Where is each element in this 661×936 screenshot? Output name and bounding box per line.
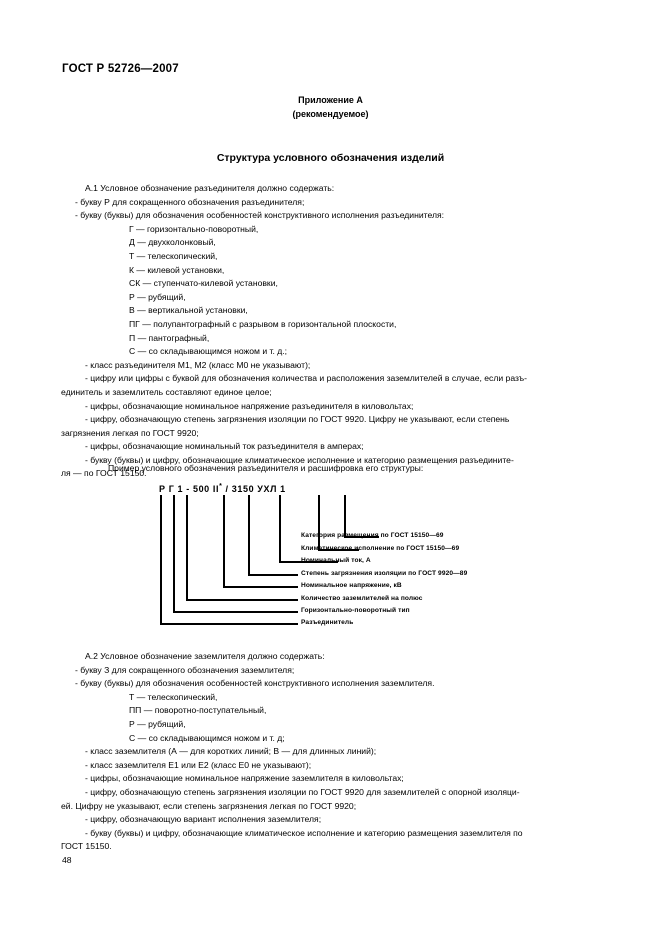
a2-letter-0: Т — телескопический, (129, 691, 218, 702)
a2-tail-7: ГОСТ 15150. (61, 841, 112, 852)
a1-tail-0: - класс разъединителя М1, М2 (класс М0 не указывают); (85, 359, 311, 370)
a1-letter-6: В — вертикальной установки, (129, 305, 248, 316)
a1-letter-0: Г — горизонтально-поворотный, (129, 223, 259, 234)
a2-letter-3: С — со складывающимся ножом и т. д; (129, 732, 285, 743)
diagram-label-placement-category: Категория размещения по ГОСТ 15150—69 (301, 532, 444, 539)
formula-part-climate: УХЛ (257, 484, 278, 494)
page-number: 48 (62, 855, 72, 865)
a1-heading: А.1 Условное обозначение разъединителя должно содержать: (85, 183, 335, 193)
formula-part-design: Г (168, 484, 175, 494)
a1-letter-1: Д — двухколонковый, (129, 237, 216, 248)
a1-tail-8: ля — по ГОСТ 15150. (61, 468, 147, 479)
a2-letter-1: ПП — поворотно-поступательный, (129, 705, 267, 716)
annex-heading-block (0, 93, 661, 121)
section-a2-body (61, 650, 602, 854)
a2-tail-0: - класс заземлителя (А — для коротких линий; В — для длинных линий); (85, 746, 377, 757)
a1-letter-4: СК — ступенчато-килевой установки, (129, 278, 278, 289)
formula-part-type: Р (159, 484, 166, 494)
a2-tail-3: - цифру, обозначающую степень загрязнения изоляции по ГОСТ 9920 для заземлителей с опорной изоляци- (85, 786, 520, 797)
section-a1-body (61, 182, 602, 481)
annex-title: Приложение А (298, 95, 363, 105)
a2-tail-5: - цифру, обозначающую вариант исполнения заземлителя; (85, 814, 322, 825)
formula-part-pollution: II (212, 484, 220, 494)
formula-part-voltage: 500 (192, 484, 210, 494)
a1-letter-7: ПГ — полупантографный с разрывом в горизонтальной плоскости, (129, 318, 397, 329)
diagram-label-pollution-degree: Степень загрязнения изоляции по ГОСТ 9920—89 (301, 570, 468, 577)
a1-letter-2: Т — телескопический, (129, 250, 218, 261)
diagram-label-climate-design: Климатическое исполнение по ГОСТ 15150—69 (301, 545, 460, 552)
a2-tail-2: - цифры, обозначающие номинальное напряжение заземлителя в киловольтах; (85, 773, 404, 784)
diagram-label-rated-current: Номинальный ток, А (301, 557, 371, 564)
a2-tail-1: - класс заземлителя Е1 или Е2 (класс Е0 не указывают); (85, 759, 312, 770)
standard-header: ГОСТ Р 52726—2007 (62, 63, 179, 75)
a1-tail-1: - цифру или цифры с буквой для обозначения количества и расположения заземлителей в случае, если разъ- (85, 373, 528, 384)
diagram-label-horizontal-type: Горизонтально-поворотный тип (301, 607, 410, 614)
designation-structure-diagram (61, 463, 621, 638)
a1-item-1: - букву (буквы) для обозначения особенностей конструктивного исполнения разъединителя: (75, 210, 445, 221)
diagram-intro-text: Пример условного обозначения разъединителя и расшифровка его структуры: (108, 463, 424, 473)
a1-tail-7: - букву (буквы) и цифру, обозначающие климатическое исполнение и категорию размещения разъедините- (85, 454, 514, 465)
formula-pollution-asterisk: * (219, 483, 223, 490)
a1-letter-3: К — килевой установки, (129, 264, 225, 275)
a1-tail-6: - цифры, обозначающие номинальный ток разъединителя в амперах; (85, 441, 364, 452)
a1-tail-5: загрязнения легкая по ГОСТ 9920; (61, 427, 199, 438)
a2-letter-2: Р — рубящий, (129, 718, 186, 729)
formula-part-category: 1 (280, 484, 286, 494)
a1-letter-5: Р — рубящий, (129, 291, 186, 302)
formula-dash: - (186, 484, 190, 494)
a2-item-0: - букву З для сокращенного обозначения заземлителя; (75, 664, 295, 675)
diagram-label-disconnector: Разъединитель (301, 619, 354, 626)
a1-item-0: - букву Р для сокращенного обозначения разъединителя; (75, 196, 305, 207)
a2-item-1: - букву (буквы) для обозначения особенностей конструктивного исполнения заземлителя. (75, 678, 435, 689)
formula-part-earthing-count: 1 (177, 484, 184, 494)
a2-tail-4: ей. Цифру не указывают, если степень загрязнения легкая по ГОСТ 9920; (61, 800, 357, 811)
a1-letter-8: П — пантографный, (129, 332, 210, 343)
a1-tail-3: - цифры, обозначающие номинальное напряжение разъединителя в киловольтах; (85, 400, 414, 411)
a1-letter-9: С — со складывающимся ножом и т. д.; (129, 346, 288, 357)
a2-heading: А.2 Условное обозначение заземлителя должно содержать: (85, 651, 325, 661)
formula-part-current: 3150 (231, 484, 255, 494)
diagram-label-earthing-count: Количество заземлителей на полюс (301, 595, 423, 602)
formula-slash: / (225, 484, 229, 494)
page-title: Структура условного обозначения изделий (216, 152, 445, 164)
a2-tail-6: - букву (буквы) и цифру, обозначающие климатическое исполнение и категорию размещения заземлителя по (85, 827, 523, 838)
a1-tail-4: - цифру, обозначающую степень загрязнения изоляции по ГОСТ 9920. Цифру не указывают, если степень (85, 414, 510, 425)
diagram-label-rated-voltage: Номинальное напряжение, кВ (301, 582, 402, 589)
annex-subtitle: (рекомендуемое) (292, 109, 369, 119)
a1-tail-2: единитель и заземлитель составляют единое целое; (61, 386, 272, 397)
